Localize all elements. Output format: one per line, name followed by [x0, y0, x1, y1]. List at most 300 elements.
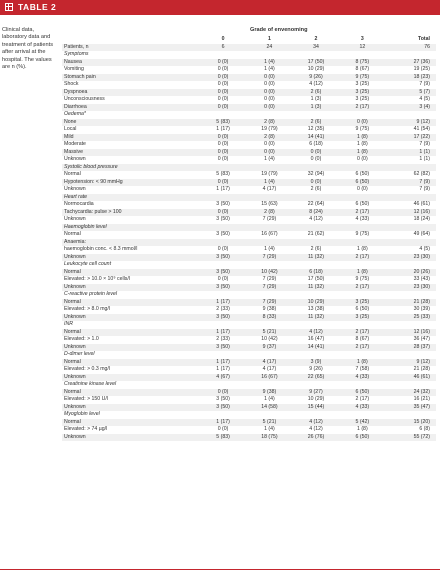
table-cell: 49 (64) — [413, 231, 430, 237]
table-cell — [246, 111, 293, 119]
table-cell: 2 (33) — [216, 336, 230, 342]
table-cell — [385, 51, 436, 59]
section-header-row — [62, 261, 436, 269]
table-cell — [293, 261, 340, 269]
table-cell: 10 (42) — [246, 269, 293, 277]
table-row — [62, 254, 436, 262]
table-cell: 9 (75) — [355, 276, 370, 282]
table-cell — [293, 51, 340, 59]
row-label: Elevated: > 0.3 mg/l — [64, 366, 110, 372]
table-cell: 28 (37) — [385, 344, 436, 352]
table-cell — [293, 411, 340, 419]
table-cell: 1 (8) — [339, 269, 385, 277]
table-cell: 5 (21) — [246, 329, 293, 337]
table-cell: 0 (0) — [200, 74, 246, 82]
table-cell: 10 (29) — [293, 299, 340, 307]
table-row — [62, 201, 436, 209]
table-cell: 41 (54) — [413, 126, 430, 132]
table-cell: 1 (4) — [264, 156, 275, 162]
table-cell: 20 (26) — [385, 269, 436, 277]
table-row — [62, 59, 436, 67]
table-row — [62, 306, 436, 314]
table-cell: 1 (4) — [264, 66, 275, 72]
row-label: Creatinine kinase level — [64, 381, 117, 387]
table-cell: 0 (0) — [264, 81, 275, 87]
table-cell: 9 (12) — [385, 119, 436, 127]
table-row — [62, 186, 436, 194]
column-header: Total — [417, 36, 430, 42]
table-label: TABLE 2 — [18, 2, 57, 12]
table-cell: 23 (30) — [385, 284, 436, 292]
table-cell: 4 (33) — [339, 404, 385, 412]
table-cell: 4 (33) — [339, 374, 385, 382]
row-label: Normal — [62, 299, 200, 307]
table-cell: 0 (0) — [293, 179, 340, 187]
table-cell: 0 (0) — [217, 246, 229, 252]
table-cell: 0 (0) — [310, 156, 322, 162]
table-cell: 9 (75) — [355, 231, 370, 237]
table-cell: 16 (21) — [413, 396, 430, 402]
table-cell: 0 (0) — [217, 66, 229, 72]
row-label: Patients, n — [62, 44, 200, 52]
table-cell: 6 (50) — [339, 434, 385, 442]
table-cell — [200, 321, 246, 329]
table-cell: 1 (17) — [216, 366, 230, 372]
table-cell: 5 (83) — [200, 119, 246, 127]
table-cell — [200, 411, 246, 419]
table-cell: 12 (16) — [385, 329, 436, 337]
section-header-row — [62, 111, 436, 119]
table-cell: 18 (23) — [385, 74, 436, 82]
table-cell: 6 (50) — [355, 201, 370, 207]
row-label: C-reactive protein level — [64, 291, 118, 297]
table-cell: 2 (8) — [246, 119, 293, 127]
table-cell — [339, 321, 385, 329]
table-cell: 76 — [385, 44, 436, 52]
table-cell — [293, 351, 340, 359]
bottom-rule — [0, 569, 440, 570]
table-icon — [5, 3, 13, 11]
table-cell — [293, 239, 340, 247]
table-cell: 1 (17) — [216, 186, 230, 192]
table-cell: 0 (0) — [246, 74, 293, 82]
table-cell: 0 (0) — [246, 149, 293, 157]
table-cell: 9 (75) — [355, 126, 370, 132]
table-cell: 34 — [293, 44, 340, 52]
table-cell: 7 (9) — [419, 141, 430, 147]
table-cell — [246, 194, 293, 202]
table-cell — [293, 321, 340, 329]
table-row — [62, 276, 436, 284]
table-cell — [385, 224, 436, 232]
row-label: Unknown — [62, 314, 200, 322]
table-cell — [200, 111, 246, 119]
table-cell: 9 (12) — [385, 359, 436, 367]
table-cell: 8 (24) — [293, 209, 340, 217]
table-cell: 6 — [200, 44, 246, 52]
table-cell: 1 (17) — [200, 359, 246, 367]
table-cell — [293, 291, 340, 299]
table-cell: 11 (32) — [293, 254, 340, 262]
row-label: Stomach pain — [62, 74, 200, 82]
table-cell: 0 (0) — [217, 276, 229, 282]
table-cell: 18 (24) — [413, 216, 430, 222]
table-cell: 0 (0) — [357, 156, 368, 162]
table-cell — [385, 321, 436, 329]
table-row — [62, 404, 436, 412]
table-cell: 7 (9) — [385, 179, 436, 187]
table-cell — [385, 239, 436, 247]
table-cell — [385, 351, 436, 359]
table-cell: 0 (0) — [264, 141, 275, 147]
table-cell: 10 (29) — [307, 66, 325, 72]
table-cell: 0 (0) — [200, 149, 246, 157]
table-cell: 0 (0) — [293, 149, 340, 157]
table-cell: 14 (41) — [293, 134, 340, 142]
row-label: Vomiting — [64, 66, 84, 72]
row-label: Unknown — [62, 404, 200, 412]
table-cell: 0 (0) — [217, 96, 229, 102]
row-label: Unknown — [64, 156, 86, 162]
table-cell: 1 (8) — [357, 246, 368, 252]
table-cell: 4 (12) — [309, 81, 323, 87]
table-cell — [293, 111, 340, 119]
row-label: Unknown — [62, 344, 200, 352]
table-row — [62, 239, 436, 247]
table-cell: 9 (38) — [262, 306, 277, 312]
table-cell: 4 (5) — [419, 96, 430, 102]
table-cell — [339, 239, 385, 247]
table-row — [62, 209, 436, 217]
column-header: 2 — [314, 36, 318, 42]
table-cell — [293, 381, 340, 389]
table-cell: 3 (25) — [339, 299, 385, 307]
table-cell — [385, 111, 436, 119]
section-header-row — [62, 411, 436, 419]
table-cell: 0 (0) — [246, 104, 293, 112]
table-cell: 1 (17) — [200, 419, 246, 427]
table-cell: 7 (9) — [419, 186, 430, 192]
table-cell: 0 (0) — [246, 89, 293, 97]
table-cell: 0 (0) — [217, 426, 229, 432]
table-cell — [385, 194, 436, 202]
table-cell: 8 (33) — [246, 314, 293, 322]
column-header — [62, 36, 200, 44]
row-label: Symptoms — [64, 51, 89, 57]
table-cell: 0 (0) — [200, 59, 246, 67]
table-cell — [339, 224, 385, 232]
table-cell: 19 (79) — [261, 171, 278, 177]
table-cell: 15 (63) — [261, 201, 278, 207]
row-label: Normal — [62, 329, 200, 337]
table-cell: 3 (50) — [200, 314, 246, 322]
row-label: D-dimer level — [64, 351, 95, 357]
table-cell: 10 (29) — [307, 396, 325, 402]
row-label: Oedema* — [64, 111, 86, 117]
table-cell: 9 (37) — [246, 344, 293, 352]
table-cell: 8 (67) — [355, 336, 370, 342]
table-row — [62, 156, 436, 164]
section-header-row — [62, 51, 436, 59]
table-cell — [339, 411, 385, 419]
table-row — [62, 389, 436, 397]
table-cell: 0 (0) — [200, 89, 246, 97]
table-cell: 14 (58) — [246, 404, 293, 412]
table-row — [62, 104, 436, 112]
table-cell — [246, 291, 293, 299]
section-header-row — [62, 164, 436, 172]
row-label: Normal — [62, 389, 200, 397]
table-cell — [246, 261, 293, 269]
table-cell — [293, 164, 340, 172]
table-cell: 9 (27) — [293, 389, 340, 397]
table-cell: 0 (0) — [339, 119, 385, 127]
table-cell: 0 (0) — [357, 186, 368, 192]
table-cell: 4 (5) — [419, 246, 430, 252]
table-cell: 6 (50) — [339, 389, 385, 397]
table-cell — [385, 261, 436, 269]
table-cell: 22 (64) — [307, 201, 325, 207]
row-label: Unknown — [64, 186, 86, 192]
table-cell: 4 (67) — [200, 374, 246, 382]
row-label: Anaemia: — [62, 239, 200, 247]
table-cell: 4 (12) — [309, 426, 323, 432]
table-cell — [200, 381, 246, 389]
row-label: Massive — [62, 149, 200, 157]
table-cell: 1 (4) — [246, 59, 293, 67]
table-cell: 5 (21) — [246, 419, 293, 427]
table-cell: 12 (16) — [385, 209, 436, 217]
table-cell: 3 (25) — [339, 89, 385, 97]
row-label: Normocardia — [64, 201, 94, 207]
table-cell: 25 (33) — [385, 314, 436, 322]
table-cell: 36 (47) — [413, 336, 430, 342]
row-label: Elevated: > 74 µg/l — [64, 426, 108, 432]
table-cell: 3 (50) — [200, 404, 246, 412]
table-cell: 35 (47) — [385, 404, 436, 412]
table-cell: 1 (17) — [216, 126, 230, 132]
table-row — [62, 126, 436, 134]
table-cell — [339, 111, 385, 119]
table-cell: 6 (8) — [419, 426, 430, 432]
table-cell: 11 (32) — [293, 314, 340, 322]
section-header-row — [62, 194, 436, 202]
table-cell: 5 (42) — [339, 419, 385, 427]
table-cell — [246, 381, 293, 389]
row-label: Haemoglobin level — [62, 224, 200, 232]
table-row — [62, 231, 436, 239]
table-cell: 2 (17) — [355, 396, 370, 402]
table-cell: 9 (26) — [309, 366, 323, 372]
table-row — [62, 96, 436, 104]
row-label: Diarrhoea — [62, 104, 200, 112]
table-cell: 0 (0) — [217, 141, 229, 147]
table-cell: 2 (6) — [310, 246, 322, 252]
grade-heading: Grade of envenoming — [250, 27, 308, 33]
table-row — [62, 336, 436, 344]
table-cell: 3 (25) — [355, 81, 370, 87]
table-cell: 62 (82) — [413, 171, 430, 177]
table-cell: 2 (8) — [246, 209, 293, 217]
table-cell: 7 (29) — [246, 299, 293, 307]
section-header-row — [62, 321, 436, 329]
table-cell: 3 (50) — [216, 231, 230, 237]
row-label: haemoglobin conc. < 8.3 mmol/l — [64, 246, 138, 252]
table-cell: 30 (39) — [413, 306, 430, 312]
table-row — [62, 119, 436, 127]
column-header: 0 — [221, 36, 225, 42]
row-label: Moderate — [64, 141, 86, 147]
table-cell — [246, 164, 293, 172]
table-cell — [200, 261, 246, 269]
table-cell: 3 (50) — [200, 269, 246, 277]
table-cell: 1 (3) — [293, 104, 340, 112]
row-label: Nausea — [62, 59, 200, 67]
row-label: Heart rate — [62, 194, 200, 202]
table-cell: 21 (28) — [413, 366, 430, 372]
row-label: Myoglobin level — [64, 411, 100, 417]
row-label: Systolic blood pressure — [62, 164, 200, 172]
table-cell: 6 (50) — [355, 171, 370, 177]
table-cell: 1 (8) — [339, 359, 385, 367]
row-label: Normal — [62, 269, 200, 277]
table-cell — [385, 411, 436, 419]
row-label: Elevated: > 8.0 mg/l — [64, 306, 110, 312]
table-cell: 3 (50) — [216, 201, 230, 207]
row-label: Unknown — [62, 254, 200, 262]
table-cell: 3 (50) — [200, 344, 246, 352]
table-row — [62, 134, 436, 142]
table-cell: 4 (12) — [293, 419, 340, 427]
table-cell: 16 (67) — [246, 374, 293, 382]
table-cell: 16 (67) — [261, 231, 278, 237]
table-cell: 17 (50) — [293, 59, 340, 67]
table-row — [62, 74, 436, 82]
table-cell: 17 (50) — [307, 276, 325, 282]
table-cell: 9 (75) — [339, 74, 385, 82]
table-cell: 2 (6) — [293, 119, 340, 127]
table-cell: 6 (50) — [355, 306, 370, 312]
table-cell — [385, 381, 436, 389]
table-cell: 23 (30) — [385, 254, 436, 262]
table-cell: 4 (12) — [309, 216, 323, 222]
table-cell: 1 (17) — [200, 299, 246, 307]
table-cell: 3 (25) — [355, 96, 370, 102]
table-cell — [246, 239, 293, 247]
table-cell: 3 (9) — [293, 359, 340, 367]
row-label: Mild — [62, 134, 200, 142]
table-cell: 2 (17) — [339, 254, 385, 262]
table-cell: 46 (61) — [413, 201, 430, 207]
table-cell: 33 (43) — [413, 276, 430, 282]
table-cell: 11 (32) — [293, 284, 340, 292]
table-cell — [385, 164, 436, 172]
table-cell — [246, 411, 293, 419]
column-header: 3 — [360, 36, 364, 42]
table-cell: 4 (17) — [262, 366, 277, 372]
table-row — [62, 396, 436, 404]
table-cell — [200, 194, 246, 202]
table-cell — [339, 381, 385, 389]
table-cell: 8 (75) — [339, 59, 385, 67]
table-cell: 3 (4) — [385, 104, 436, 112]
table-cell: 3 (50) — [200, 284, 246, 292]
table-cell: 0 (0) — [264, 96, 275, 102]
table-cell: 0 (0) — [200, 104, 246, 112]
table-row — [62, 89, 436, 97]
table-cell: 2 (17) — [339, 104, 385, 112]
table-cell — [200, 291, 246, 299]
table-cell: 17 (22) — [385, 134, 436, 142]
table-cell: 2 (17) — [339, 344, 385, 352]
row-label: INR — [64, 321, 73, 327]
row-label: Elevated: > 10.0 × 10⁹ cells/l — [64, 276, 130, 282]
table-cell: 27 (36) — [385, 59, 436, 67]
row-label: Tachycardia: pulse > 100 — [62, 209, 200, 217]
table-cell: 2 (6) — [293, 89, 340, 97]
table-row — [62, 81, 436, 89]
table-cell: 0 (0) — [200, 134, 246, 142]
table-cell: 22 (65) — [293, 374, 340, 382]
table-row — [62, 329, 436, 337]
section-header-row — [62, 291, 436, 299]
row-label: Unknown — [64, 216, 86, 222]
table-cell: 3 (50) — [200, 254, 246, 262]
table-cell: 1 (4) — [246, 179, 293, 187]
table-row — [62, 246, 436, 254]
table-cell: 21 (28) — [385, 299, 436, 307]
table-cell: 3 (25) — [339, 314, 385, 322]
row-label: Normal — [64, 231, 81, 237]
row-label: Elevated: > 150 U/l — [64, 396, 108, 402]
table-cell: 7 (58) — [355, 366, 370, 372]
table-cell: 2 (6) — [310, 186, 322, 192]
table-cell: 7 (9) — [419, 81, 430, 87]
table-cell: 7 (29) — [246, 254, 293, 262]
table-cell — [246, 51, 293, 59]
table-cell: 1 (17) — [200, 329, 246, 337]
table-cell: 8 (67) — [355, 66, 370, 72]
table-cell: 14 (41) — [293, 344, 340, 352]
table-row — [62, 366, 436, 374]
table-cell: 1 (8) — [357, 426, 368, 432]
table-cell: 0 (0) — [217, 156, 229, 162]
table-row — [62, 284, 436, 292]
table-cell: 3 (50) — [216, 216, 230, 222]
table-cell: 5 (7) — [385, 89, 436, 97]
table-cell — [200, 164, 246, 172]
table-header-bar — [0, 0, 440, 15]
table-cell: 4 (17) — [246, 359, 293, 367]
table-cell — [200, 224, 246, 232]
table-cell: 24 — [246, 44, 293, 52]
table-cell — [246, 351, 293, 359]
table-row — [62, 149, 436, 157]
table-row — [62, 171, 436, 179]
table-row — [62, 426, 436, 434]
table-cell: 9 (38) — [246, 389, 293, 397]
table-cell: 13 (38) — [307, 306, 325, 312]
row-label: Unknown — [62, 434, 200, 442]
section-header-row — [62, 224, 436, 232]
table-cell — [200, 51, 246, 59]
table-cell — [385, 291, 436, 299]
table-body — [62, 36, 436, 441]
table-row — [62, 216, 436, 224]
table-cell — [339, 194, 385, 202]
table-cell: 2 (17) — [339, 329, 385, 337]
table-row — [62, 44, 436, 52]
